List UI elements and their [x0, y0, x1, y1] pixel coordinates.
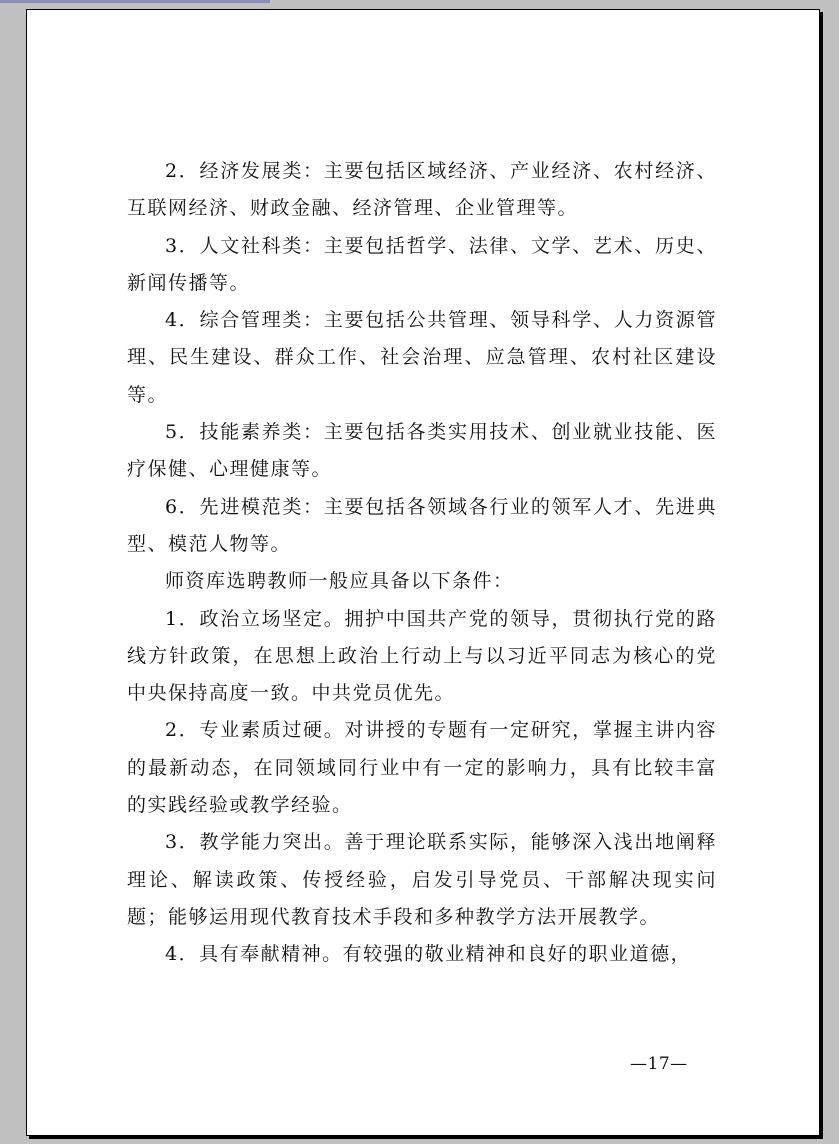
- paragraph-condition-dedication: 4．具有奉献精神。有较强的敬业精神和良好的职业道德，: [165, 943, 692, 966]
- paragraph-teacher-conditions-intro: 师资库选聘教师一般应具备以下条件：: [165, 570, 514, 593]
- document-body: [127, 153, 717, 974]
- paragraph-economic-development: 2．经济发展类：主要包括区域经济、产业经济、农村经济、互联网经济、财政金融、经济管理、企业管理等。: [127, 160, 717, 220]
- document-page: [26, 9, 820, 1136]
- page-number: —17—: [630, 1054, 688, 1074]
- paragraph-condition-professional-quality: 2．专业素质过硬。对讲授的专题有一定研究，掌握主讲内容的最新动态，在同领域同行业中有一定的影响力，具有比较丰富的实践经验或教学经验。: [127, 719, 717, 817]
- paragraph-humanities-social-sciences: 3．人文社科类：主要包括哲学、法律、文学、艺术、历史、新闻传播等。: [127, 234, 717, 294]
- top-window-strip: [0, 0, 270, 3]
- paragraph-comprehensive-management: 4．综合管理类：主要包括公共管理、领导科学、人力资源管理、民生建设、群众工作、社会治理、应急管理、农村社区建设等。: [127, 309, 717, 406]
- paragraph-advanced-models: 6．先进模范类：主要包括各领域各行业的领军人才、先进典型、模范人物等。: [127, 495, 717, 555]
- paragraph-condition-teaching-ability: 3．教学能力突出。善于理论联系实际，能够深入浅出地阐释理论、解读政策、传授经验，启发引导党员、干部解决现实问题；能够运用现代教育技术手段和多种教学方法开展教学。: [127, 831, 717, 928]
- paragraph-skills-literacy: 5．技能素养类：主要包括各类实用技术、创业就业技能、医疗保健、心理健康等。: [127, 421, 717, 481]
- paragraph-condition-political-stance: 1．政治立场坚定。拥护中国共产党的领导，贯彻执行党的路线方针政策，在思想上政治上行动上与以习近平同志为核心的党中央保持高度一致。中共党员优先。: [127, 607, 717, 705]
